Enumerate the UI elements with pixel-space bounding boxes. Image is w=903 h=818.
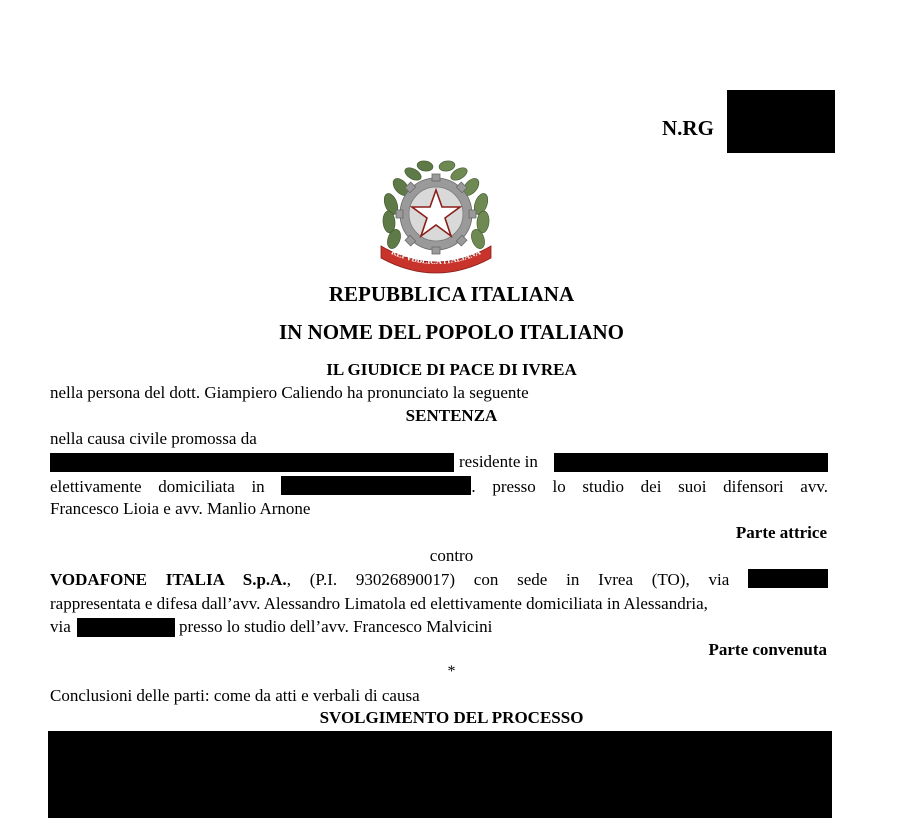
emblem-ribbon-text: REPVBBLICA ITALIANA [389,247,483,267]
domicile-line [50,476,828,496]
separator-asterisk: * [447,663,456,680]
civil-case-line: nella causa civile promossa da [50,429,257,448]
domicile-suffix: . presso lo studio dei suoi difensori avv. [471,477,828,496]
italian-republic-emblem [377,154,495,274]
proceedings-heading: SVOLGIMENTO DEL PROCESSO [319,708,584,727]
redacted-case-number [727,90,835,153]
redacted-lawyer-street [77,618,175,637]
republic-title: REPUBBLICA ITALIANA [328,282,575,306]
defendant-details: , (P.I. 93026890017) con sede in Ivrea (TO), via [286,570,730,589]
case-number-label: N.RG [662,116,714,140]
via-prefix: via [50,617,71,636]
domicile-prefix: elettivamente domiciliata in [50,477,265,496]
lawyers-line: Francesco Lioia e avv. Manlio Arnone [50,499,311,518]
representation-line: rappresentata e difesa dall’avv. Alessandro Limatola ed elettivamente domiciliata in Alessandria, [50,594,708,613]
against-label: contro [429,546,474,565]
defendant-name: VODAFONE ITALIA S.p.A. [50,570,287,589]
redacted-residence [554,453,828,472]
judge-title: IL GIUDICE DI PACE DI IVREA [326,360,577,379]
sentence-title: SENTENZA [405,406,498,425]
via-suffix: presso lo studio dell’avv. Francesco Malvicini [179,617,493,636]
redacted-plaintiff-name [50,453,454,472]
redacted-domicile [281,476,471,495]
in-name-title: IN NOME DEL POPOLO ITALIANO [279,320,624,344]
redacted-proceedings-block [48,731,832,818]
defendant-role: Parte convenuta [708,640,827,659]
redacted-defendant-street [748,569,828,588]
judge-person-line: nella persona del dott. Giampiero Caliendo ha pronunciato la seguente [50,383,529,402]
defendant-line [50,569,828,589]
plaintiff-role: Parte attrice [735,523,827,542]
resident-in-label: residente in [459,452,538,471]
conclusions-line: Conclusioni delle parti: come da atti e verbali di causa [50,686,420,705]
